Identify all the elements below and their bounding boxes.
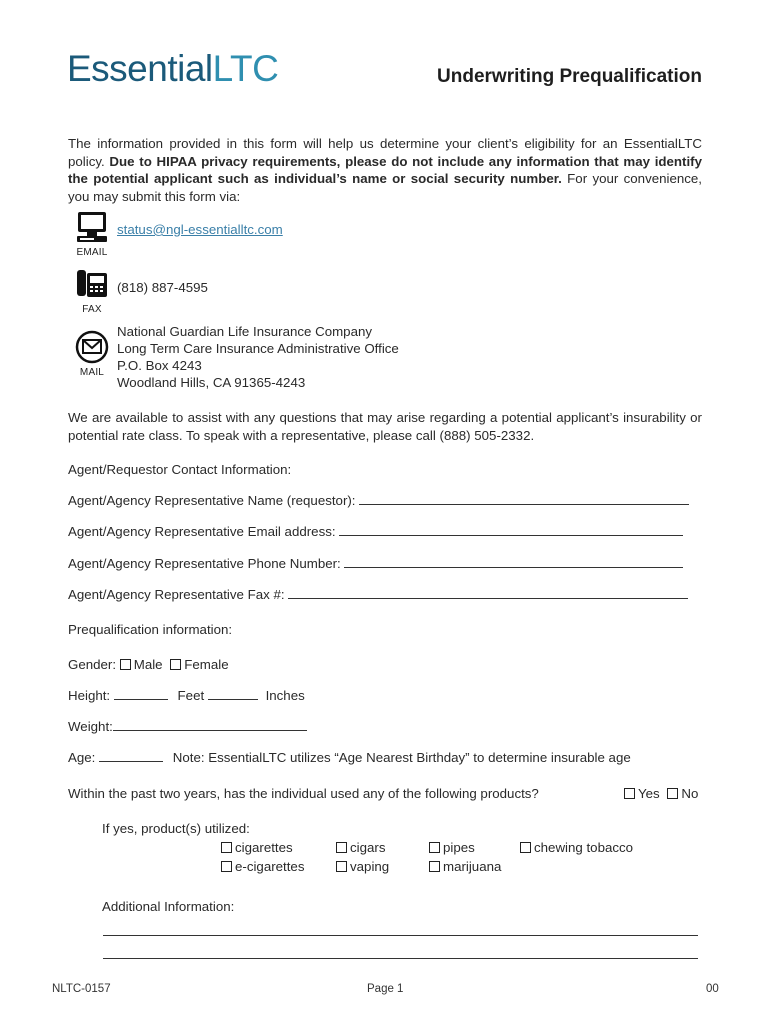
yes-label: Yes [638, 786, 660, 801]
weight-input[interactable] [113, 719, 307, 731]
agent-phone-label: Agent/Agency Representative Phone Number: [68, 556, 341, 571]
page-number: Page 1 [367, 983, 404, 995]
essentialltc-logo [67, 49, 278, 89]
age-input[interactable] [99, 750, 163, 762]
female-label: Female [184, 657, 229, 672]
mail-contact-icon [73, 330, 111, 378]
logo-main-text: Essential [67, 48, 213, 89]
agent-name-input[interactable] [359, 493, 689, 505]
inches-label: Inches [265, 688, 305, 703]
agent-email-label: Agent/Agency Representative Email address: [68, 524, 336, 539]
intro-hipaa-notice: Due to HIPAA privacy requirements, please do not include any information that may identify the potential applicant such as individual’s name or social security number. [68, 153, 702, 186]
logo-accent-text: LTC [212, 48, 279, 89]
agent-fax-label: Agent/Agency Representative Fax #: [68, 587, 285, 602]
mail-address-line: Long Term Care Insurance Administrative Office [117, 341, 399, 356]
fax-icon-label: FAX [82, 304, 102, 315]
agent-fax-input[interactable] [288, 587, 688, 599]
e-cigarettes-label: e-cigarettes [235, 859, 305, 874]
e-cigarettes-checkbox[interactable] [221, 861, 232, 872]
product-option[interactable] [429, 839, 475, 857]
mail-address-line: P.O. Box 4243 [117, 358, 202, 373]
cigarettes-label: cigarettes [235, 840, 293, 855]
mail-address-line: Woodland Hills, CA 91365-4243 [117, 375, 306, 390]
age-field [68, 749, 700, 767]
height-inches-input[interactable] [208, 688, 258, 700]
footer-code: 00 [706, 983, 719, 995]
email-address[interactable] [117, 221, 283, 238]
agent-email-input[interactable] [339, 524, 683, 536]
additional-info-label: Additional Information: [102, 899, 235, 914]
vaping-checkbox[interactable] [336, 861, 347, 872]
cigars-checkbox[interactable] [336, 842, 347, 853]
additional-info-line-2[interactable] [103, 958, 698, 959]
cigarettes-checkbox[interactable] [221, 842, 232, 853]
gender-label: Gender: [68, 657, 117, 672]
intro-paragraph [68, 135, 702, 205]
email-icon-label: EMAIL [76, 247, 108, 258]
intro-text-1: The information provided in this form will help us determine your client’s eligibility for an EssentialLTC policy. [68, 136, 702, 169]
feet-label: Feet [177, 688, 205, 703]
chewing-tobacco-label: chewing tobacco [534, 840, 634, 855]
product-option[interactable] [221, 839, 293, 857]
page-title: Underwriting Prequalification [437, 66, 702, 87]
intro-text-2: For your convenience, you may submit this form via: [68, 171, 702, 204]
height-label: Height: [68, 688, 111, 703]
agent-name-label: Agent/Agency Representative Name (requestor): [68, 493, 356, 508]
product-option[interactable] [221, 858, 304, 876]
mail-icon-label: MAIL [79, 367, 105, 378]
height-field [68, 687, 700, 705]
agent-email-field[interactable] [68, 523, 700, 541]
email-contact-icon [73, 210, 111, 258]
gender-field [68, 656, 700, 674]
age-note: Note: EssentialLTC utilizes “Age Nearest Birthday” to determine insurable age [172, 750, 631, 765]
female-checkbox[interactable] [170, 659, 181, 670]
fax-contact-icon [73, 267, 111, 315]
envelope-icon [75, 330, 109, 364]
age-label: Age: [68, 750, 96, 765]
if-yes-label: If yes, product(s) utilized: [102, 821, 250, 836]
product-option[interactable] [336, 839, 385, 857]
email-link[interactable]: status@ngl-essentialltc.com [117, 222, 283, 237]
mail-address-line: National Guardian Life Insurance Company [117, 324, 373, 339]
marijuana-checkbox[interactable] [429, 861, 440, 872]
weight-field [68, 718, 700, 736]
form-number: NLTC-0157 [52, 983, 111, 995]
agent-phone-field[interactable] [68, 555, 700, 573]
products-question: Within the past two years, has the individual used any of the following products? [68, 786, 539, 801]
vaping-label: vaping [350, 859, 390, 874]
no-checkbox[interactable] [667, 788, 678, 799]
height-feet-input[interactable] [114, 688, 168, 700]
agent-phone-input[interactable] [344, 556, 683, 568]
fax-machine-icon [75, 267, 109, 301]
yes-no-options [624, 785, 698, 803]
yes-checkbox[interactable] [624, 788, 635, 799]
pipes-label: pipes [443, 840, 475, 855]
assist-paragraph: We are available to assist with any questions that may arise regarding a potential applicant’s insurability or potential rate class. To speak with a representative, please call (888) 505-2332. [68, 410, 702, 443]
weight-label: Weight: [68, 719, 113, 734]
product-option[interactable] [429, 858, 501, 876]
chewing-tobacco-checkbox[interactable] [520, 842, 531, 853]
fax-number: (818) 887-4595 [117, 280, 208, 295]
agent-fax-field[interactable] [68, 586, 700, 604]
pipes-checkbox[interactable] [429, 842, 440, 853]
additional-info-line-1[interactable] [103, 935, 698, 936]
no-label: No [681, 786, 699, 801]
agent-name-field[interactable] [68, 492, 700, 510]
marijuana-label: marijuana [443, 859, 502, 874]
male-checkbox[interactable] [120, 659, 131, 670]
prequal-section-heading: Prequalification information: [68, 622, 233, 637]
product-option[interactable] [336, 858, 389, 876]
cigars-label: cigars [350, 840, 386, 855]
male-label: Male [133, 657, 163, 672]
product-option[interactable] [520, 839, 633, 857]
mail-address [117, 323, 399, 391]
computer-icon [75, 210, 109, 244]
products-question-row [68, 785, 700, 803]
agent-section-heading: Agent/Requestor Contact Information: [68, 462, 292, 477]
